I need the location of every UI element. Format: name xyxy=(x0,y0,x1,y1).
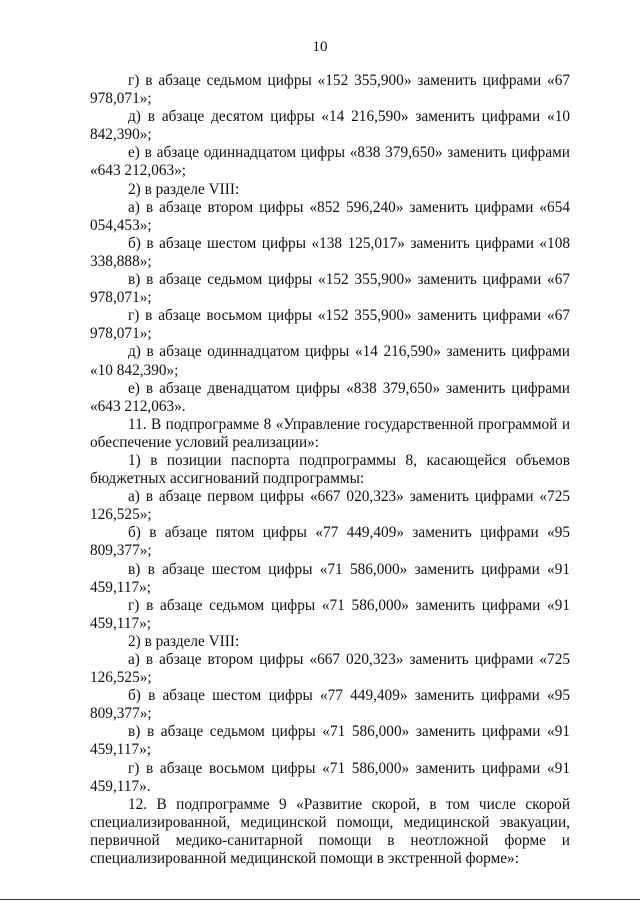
paragraph: в) в абзаце седьмом цифры «71 586,000» заменить цифрами «91 459,117»; xyxy=(90,723,570,759)
paragraph: 12. В подпрограмме 9 «Развитие скорой, в том числе скорой специализированной, медицинской помощи, медицинской эвакуации, первичной медико-санитарной помощи в неотложной форме и специализированной медицинской помощи в экстренной форме»: xyxy=(90,795,570,868)
paragraph: г) в абзаце восьмом цифры «71 586,000» заменить цифрами «91 459,117». xyxy=(90,759,570,795)
paragraph: г) в абзаце седьмом цифры «152 355,900» заменить цифрами «67 978,071»; xyxy=(90,72,570,108)
paragraph: д) в абзаце десятом цифры «14 216,590» заменить цифрами «10 842,390»; xyxy=(90,108,570,144)
paragraph: е) в абзаце одиннадцатом цифры «838 379,650» заменить цифрами «643 212,063»; xyxy=(90,144,570,180)
paragraph: 1) в позиции паспорта подпрограммы 8, касающейся объемов бюджетных ассигнований подпрограммы: xyxy=(90,451,570,488)
paragraph: г) в абзаце седьмом цифры «71 586,000» заменить цифрами «91 459,117»; xyxy=(90,596,570,632)
paragraph: е) в абзаце двенадцатом цифры «838 379,650» заменить цифрами «643 212,063». xyxy=(90,379,570,415)
document-body xyxy=(90,72,570,868)
paragraph: в) в абзаце седьмом цифры «152 355,900» заменить цифрами «67 978,071»; xyxy=(90,271,570,307)
paragraph: в) в абзаце шестом цифры «71 586,000» заменить цифрами «91 459,117»; xyxy=(90,560,570,596)
paragraph: 2) в разделе VIII: xyxy=(128,632,240,650)
paragraph: б) в абзаце пятом цифры «77 449,409» заменить цифрами «95 809,377»; xyxy=(90,524,570,560)
bottom-rule xyxy=(0,899,640,900)
paragraph: г) в абзаце восьмом цифры «152 355,900» заменить цифрами «67 978,071»; xyxy=(90,307,570,343)
paragraph: а) в абзаце первом цифры «667 020,323» заменить цифрами «725 126,525»; xyxy=(90,488,570,524)
paragraph: б) в абзаце шестом цифры «138 125,017» заменить цифрами «108 338,888»; xyxy=(90,234,570,270)
paragraph: 11. В подпрограмме 8 «Управление государственной программой и обеспечение условий реализации»: xyxy=(90,415,570,451)
paragraph: а) в абзаце втором цифры «852 596,240» заменить цифрами «654 054,453»; xyxy=(90,198,570,234)
paragraph: а) в абзаце втором цифры «667 020,323» заменить цифрами «725 126,525»; xyxy=(90,651,570,687)
page-number: 10 xyxy=(312,39,328,55)
paragraph: 2) в разделе VIII: xyxy=(128,180,240,198)
paragraph: б) в абзаце шестом цифры «77 449,409» заменить цифрами «95 809,377»; xyxy=(90,687,570,723)
paragraph: д) в абзаце одиннадцатом цифры «14 216,590» заменить цифрами «10 842,390»; xyxy=(90,343,570,379)
